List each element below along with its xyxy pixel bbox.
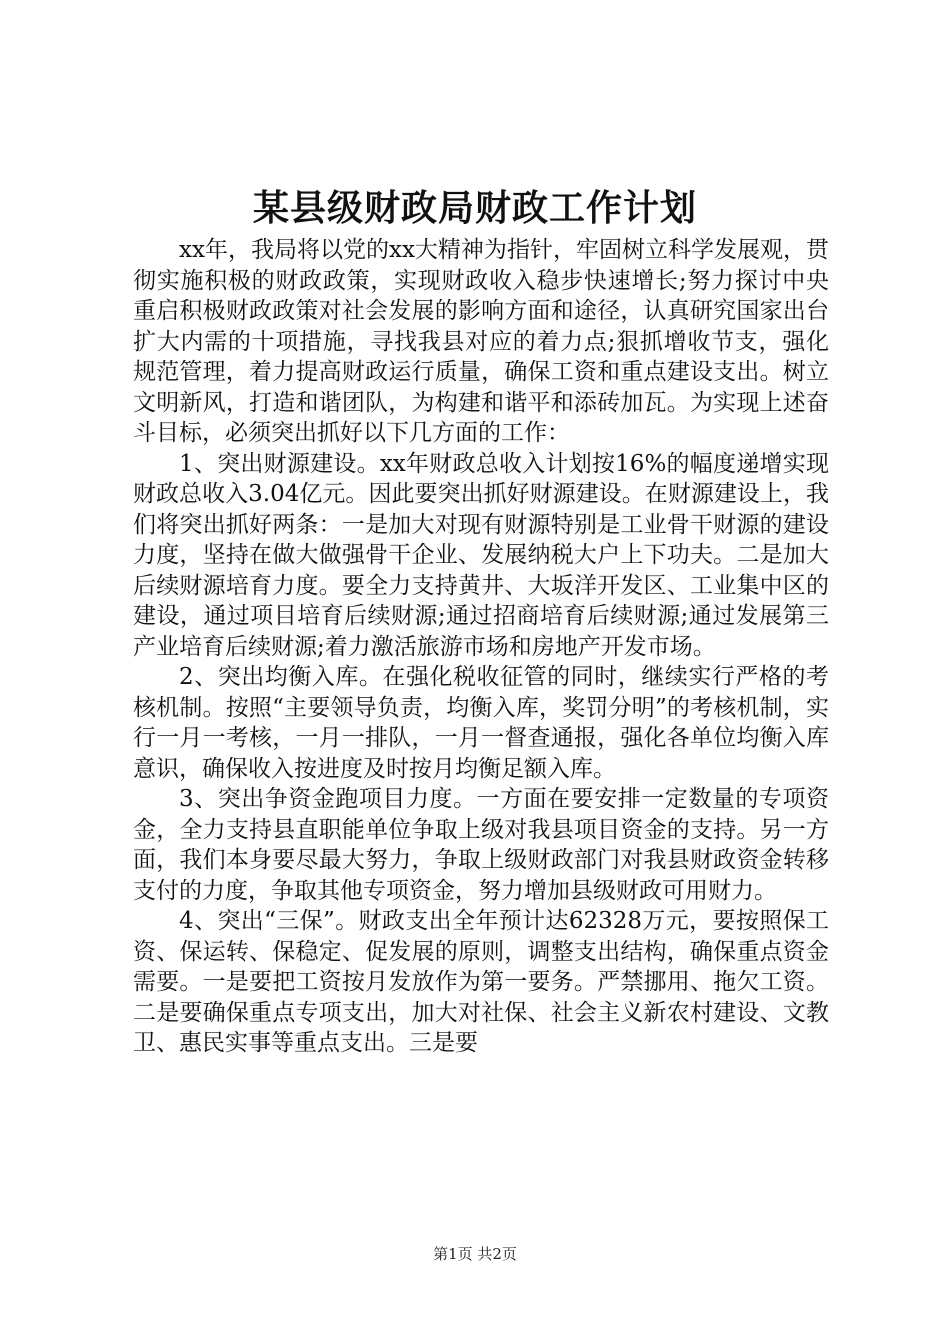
document-body [133,235,829,1059]
paragraph-item-1: 1、突出财源建设。xx年财政总收入计划按16%的幅度递增实现财政总收入3.04亿元。因此要突出抓好财源建设。在财源建设上，我们将突出抓好两条：一是加大对现有财源特别是工业骨干财源的建设力度，坚持在做大做强骨干企业、发展纳税大户上下功夫。二是加大后续财源培育力度。要全力支持黄井、大坂洋开发区、工业集中区的建设，通过项目培育后续财源;通过招商培育后续财源;通过发展第三产业培育后续财源;着力激活旅游市场和房地产开发市场。 [133,450,829,660]
paragraph-item-4: 4、突出“三保”。财政支出全年预计达62328万元，要按照保工资、保运转、保稳定、促发展的原则，调整支出结构，确保重点资金需要。一是要把工资按月发放作为第一要务。严禁挪用、拖欠工资。二是要确保重点专项支出，加大对社保、社会主义新农村建设、文教卫、惠民实事等重点支出。三是要 [133,908,829,1056]
paragraph-item-3: 3、突出争资金跑项目力度。一方面在要安排一定数量的专项资金，全力支持县直职能单位争取上级对我县项目资金的支持。另一方面，我们本身要尽最大努力，争取上级财政部门对我县财政资金转移支付的力度，争取其他专项资金，努力增加县级财政可用财力。 [133,786,829,904]
paragraph-item-2: 2、突出均衡入库。在强化税收征管的同时，继续实行严格的考核机制。按照“主要领导负责，均衡入库，奖罚分明”的考核机制，实行一月一考核，一月一排队，一月一督查通报，强化各单位均衡入库意识，确保收入按进度及时按月均衡足额入库。 [133,664,829,782]
paragraph-intro: xx年，我局将以党的xx大精神为指针，牢固树立科学发展观，贯彻实施积极的财政政策，实现财政收入稳步快速增长;努力探讨中央重启积极财政政策对社会发展的影响方面和途径，认真研究国家出台扩大内需的十项措施，寻找我县对应的着力点;狠抓增收节支，强化规范管理，着力提高财政运行质量，确保工资和重点建设支出。树立文明新风，打造和谐团队，为构建和谐平和添砖加瓦。为实现上述奋斗目标，必须突出抓好以下几方面的工作： [133,237,829,446]
page-number-footer: 第1页 共2页 [433,1245,517,1263]
document-title: 某县级财政局财政工作计划 [252,187,697,229]
